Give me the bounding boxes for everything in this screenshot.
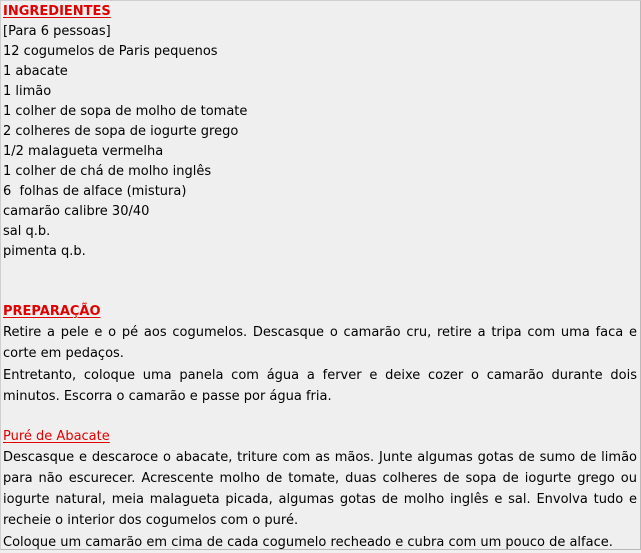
spacer (3, 282, 637, 302)
ingredient-item: [Para 6 pessoas] (3, 24, 111, 39)
ingredient-item: 12 cogumelos de Paris pequenos (3, 44, 218, 59)
ingredient-item: pimenta q.b. (3, 244, 86, 259)
ingredient-item: 1 colher de sopa de molho de tomate (3, 104, 248, 119)
ingredient-item: sal q.b. (3, 224, 51, 239)
spacer (3, 407, 637, 427)
ingredient-item: 1 abacate (3, 64, 68, 79)
preparation-heading: PREPARAÇÃO (3, 304, 101, 319)
puree-paragraph: Coloque um camarão em cima de cada cogumelo recheado e cubra com um pouco de alface. (3, 535, 613, 550)
recipe-document (3, 2, 637, 553)
spacer (3, 262, 637, 282)
ingredient-item: camarão calibre 30/40 (3, 204, 150, 219)
ingredient-item: 1 colher de chá de molho inglês (3, 164, 212, 179)
puree-heading: Puré de Abacate (3, 429, 110, 444)
preparation-paragraph: Entretanto, coloque uma panela com água a ferver e deixe cozer o camarão durante dois minutos. Escorra o camarão e passe por água fria. (3, 368, 637, 404)
preparation-paragraph: Retire a pele e o pé aos cogumelos. Descasque o camarão cru, retire a tripa com uma faca e corte em pedaços. (3, 325, 637, 361)
ingredient-item: 1 limão (3, 84, 52, 99)
ingredients-list (3, 22, 637, 262)
ingredient-item: 6 folhas de alface (mistura) (3, 184, 187, 199)
ingredient-item: 2 colheres de sopa de iogurte grego (3, 124, 239, 139)
ingredient-item: 1/2 malagueta vermelha (3, 144, 164, 159)
ingredients-heading: INGREDIENTES (3, 4, 111, 19)
puree-paragraph: Descasque e descaroce o abacate, triture com as mãos. Junte algumas gotas de sumo de limão para não escurecer. Acrescente molho de tomate, duas colheres de sopa de iogurte grego ou iogurte natural, meia malagueta picada, algumas gotas de molho inglês e sal. Envolva tudo e recheie o interior dos cogumelos com o puré. (3, 450, 637, 528)
